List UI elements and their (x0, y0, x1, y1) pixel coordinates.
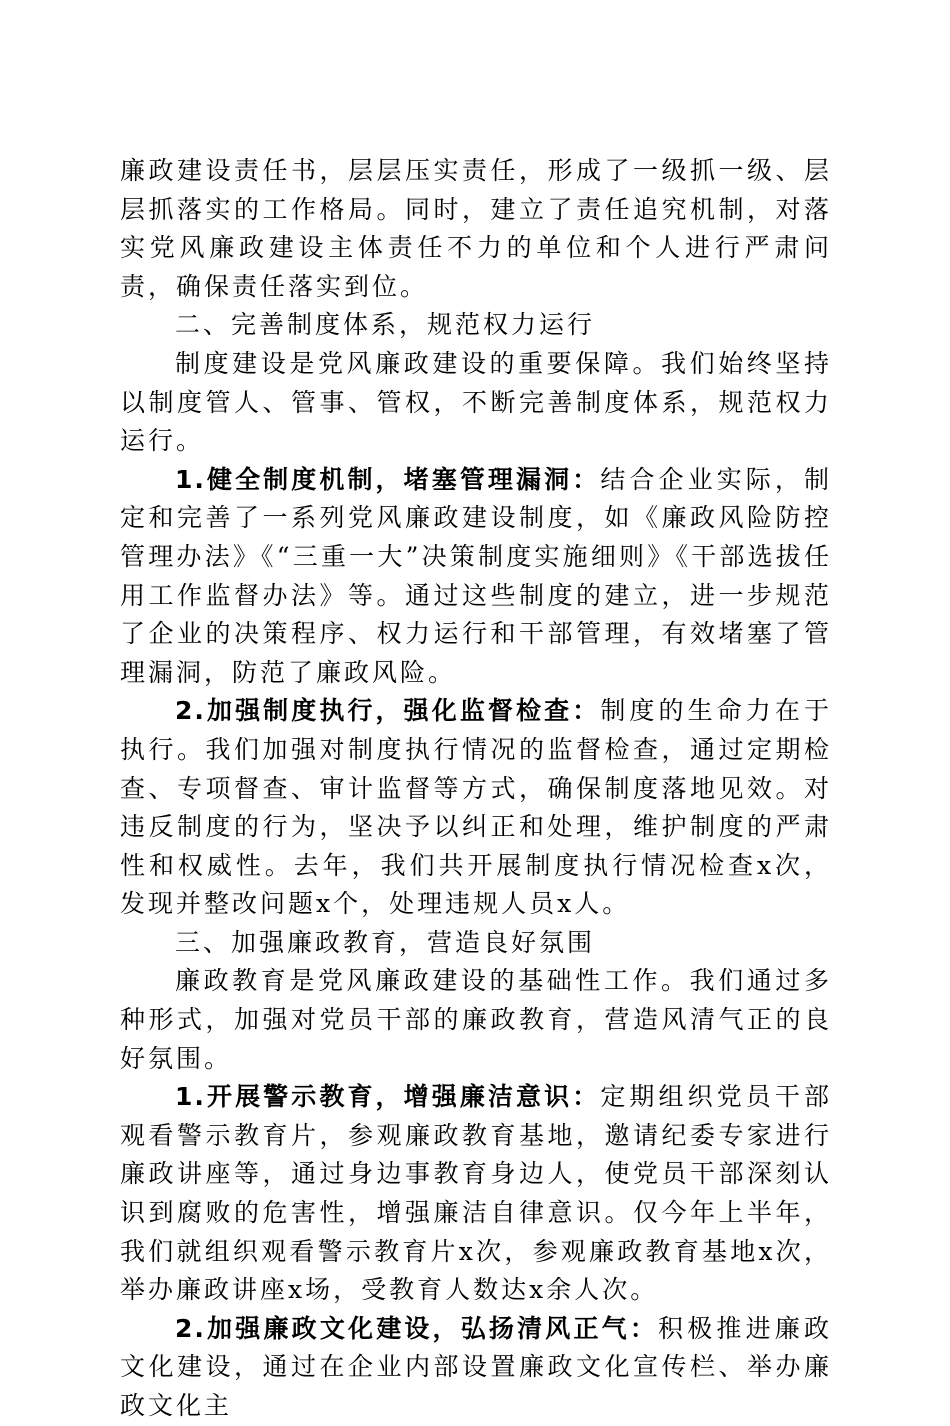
paragraph-text: 廉政教育是党风廉政建设的基础性工作。我们通过多种形式，加强对党员干部的廉政教育，营造风清气正的良好氛围。 (120, 966, 832, 1073)
section-heading-3 (120, 924, 832, 963)
list-item-2-2 (120, 692, 832, 924)
document-body (120, 152, 832, 1426)
item-text: 制度的生命力在于执行。我们加强对制度执行情况的监督检查，通过定期检查、专项督查、审计监督等方式，确保制度落地见效。对违反制度的行为，坚决予以纠正和处理，维护制度的严肃性和权威性。去年，我们共开展制度执行情况检查x次，发现并整改问题x个，处理违规人员x人。 (120, 696, 832, 919)
item-lead: 1.健全制度机制，堵塞管理漏洞： (175, 464, 601, 494)
paragraph-education-intro (120, 962, 832, 1078)
item-text: 结合企业实际，制定和完善了一系列党风廉政建设制度，如《廉政风险防控管理办法》《“三重一大”决策制度实施细则》《干部选拔任用工作监督办法》等。通过这些制度的建立，进一步规范了企业的决策程序、权力运行和干部管理，有效堵塞了管理漏洞，防范了廉政风险。 (120, 464, 832, 687)
heading-text: 二、完善制度体系，规范权力运行 (175, 310, 596, 340)
list-item-2-1 (120, 461, 832, 693)
item-text: 积极推进廉政文化建设，通过在企业内部设置廉政文化宣传栏、举办廉政文化主 (120, 1313, 832, 1420)
paragraph-text: 制度建设是党风廉政建设的重要保障。我们始终坚持以制度管人、管事、管权，不断完善制度体系，规范权力运行。 (120, 348, 832, 456)
list-item-3-2 (120, 1310, 832, 1426)
item-text: 定期组织党员干部观看警示教育片，参观廉政教育基地，邀请纪委专家进行廉政讲座等，通过身边事教育身边人，使党员干部深刻认识到腐败的危害性，增强廉洁自律意识。仅今年上半年，我们就组织观看警示教育片x次，参观廉政教育基地x次，举办廉政讲座x场，受教育人数达x余人次。 (120, 1082, 832, 1305)
heading-text: 三、加强廉政教育，营造良好氛围 (175, 927, 596, 957)
paragraph-system-intro (120, 345, 832, 461)
paragraph-responsibility-end (120, 152, 832, 306)
item-lead: 1.开展警示教育，增强廉洁意识： (175, 1082, 601, 1112)
section-heading-2 (120, 306, 832, 345)
list-item-3-1 (120, 1078, 832, 1310)
item-lead: 2.加强廉政文化建设，弘扬清风正气： (175, 1313, 659, 1343)
item-lead: 2.加强制度执行，强化监督检查： (175, 696, 601, 726)
paragraph-text: 廉政建设责任书，层层压实责任，形成了一级抓一级、层层抓落实的工作格局。同时，建立了责任追究机制，对落实党风廉政建设主体责任不力的单位和个人进行严肃问责，确保责任落实到位。 (120, 156, 832, 301)
